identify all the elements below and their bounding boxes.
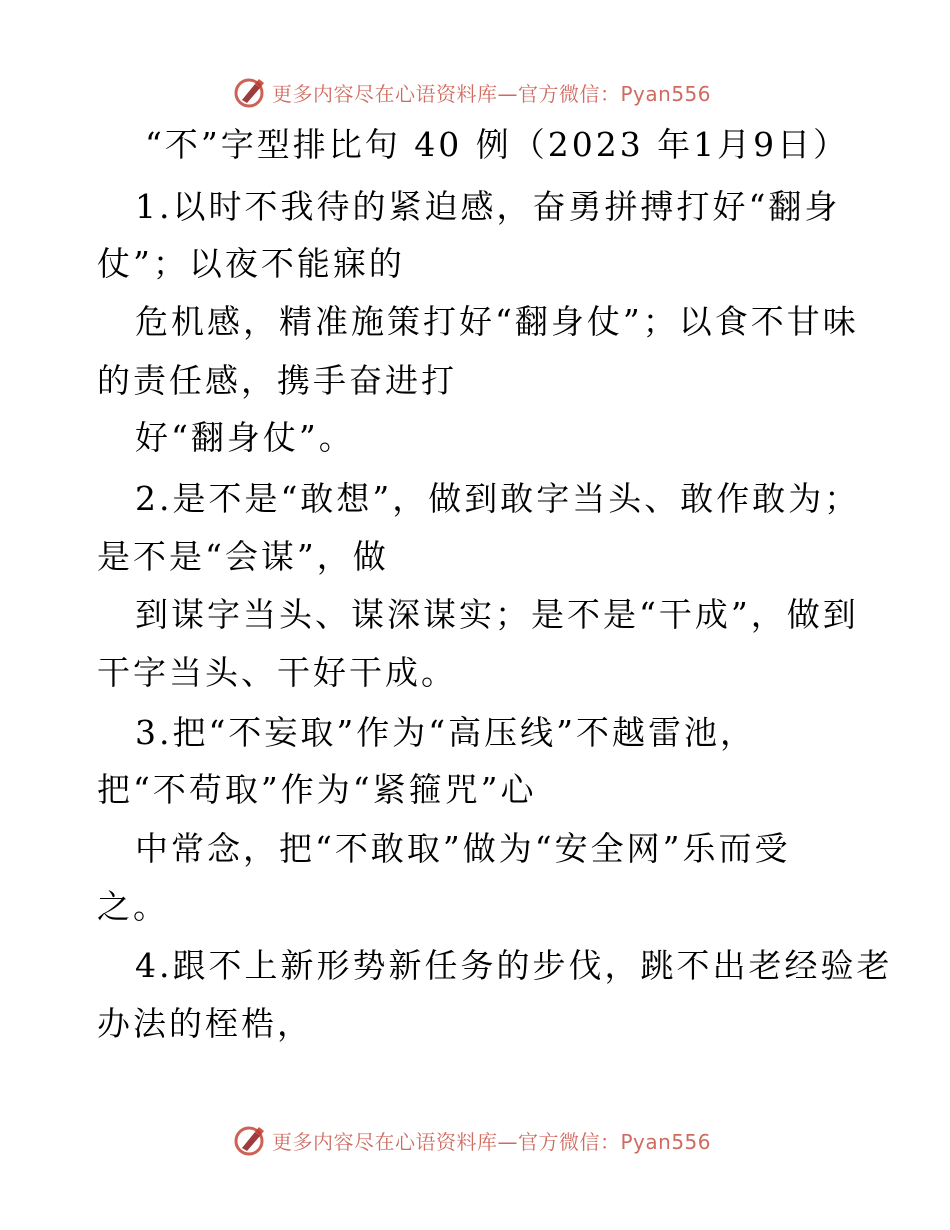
paragraph-line: 仗”；以夜不能寐的 (97, 244, 405, 283)
watermark-footer (0, 1120, 950, 1160)
paragraph-line: 到谋字当头、谋深谋实；是不是“干成”，做到 (135, 595, 859, 634)
paragraph-line: 之。 (97, 887, 169, 926)
paragraph-line: 危机感，精准施策打好“翻身仗”；以食不甘味 (135, 302, 859, 341)
paragraph-line: 是不是“会谋”，做 (97, 537, 389, 576)
pen-seal-icon (233, 1124, 267, 1156)
watermark-text: 更多内容尽在心语资料库—官方微信：Pyan556 (272, 82, 712, 106)
paragraph-line: 把“不苟取”作为“紧箍咒”心 (97, 770, 537, 809)
paragraph-line: 好“翻身仗”。 (135, 418, 355, 457)
watermark-text: 更多内容尽在心语资料库—官方微信：Pyan556 (272, 1130, 712, 1154)
watermark-header (0, 72, 950, 112)
paragraph-line: 中常念，把“不敢取”做为“安全网”乐而受 (135, 829, 791, 868)
paragraph-line: 办法的桎梏， (97, 1004, 313, 1043)
paragraph-line: 干字当头、干好干成。 (97, 653, 457, 692)
paragraph-line: 4.跟不上新形势新任务的步伐，跳不出老经验老 (135, 946, 893, 985)
document-title: “不”字型排比句 40 例（2023 年1月9日） (145, 125, 850, 164)
paragraph-line: 1.以时不我待的紧迫感，奋勇拼搏打好“翻身 (135, 187, 841, 226)
paragraph-line: 2.是不是“敢想”，做到敢字当头、敢作敢为； (135, 479, 861, 518)
paragraph-line: 3.把“不妄取”作为“高压线”不越雷池， (135, 713, 756, 752)
paragraph-line: 的责任感，携手奋进打 (97, 361, 457, 400)
pen-seal-icon (233, 76, 267, 108)
